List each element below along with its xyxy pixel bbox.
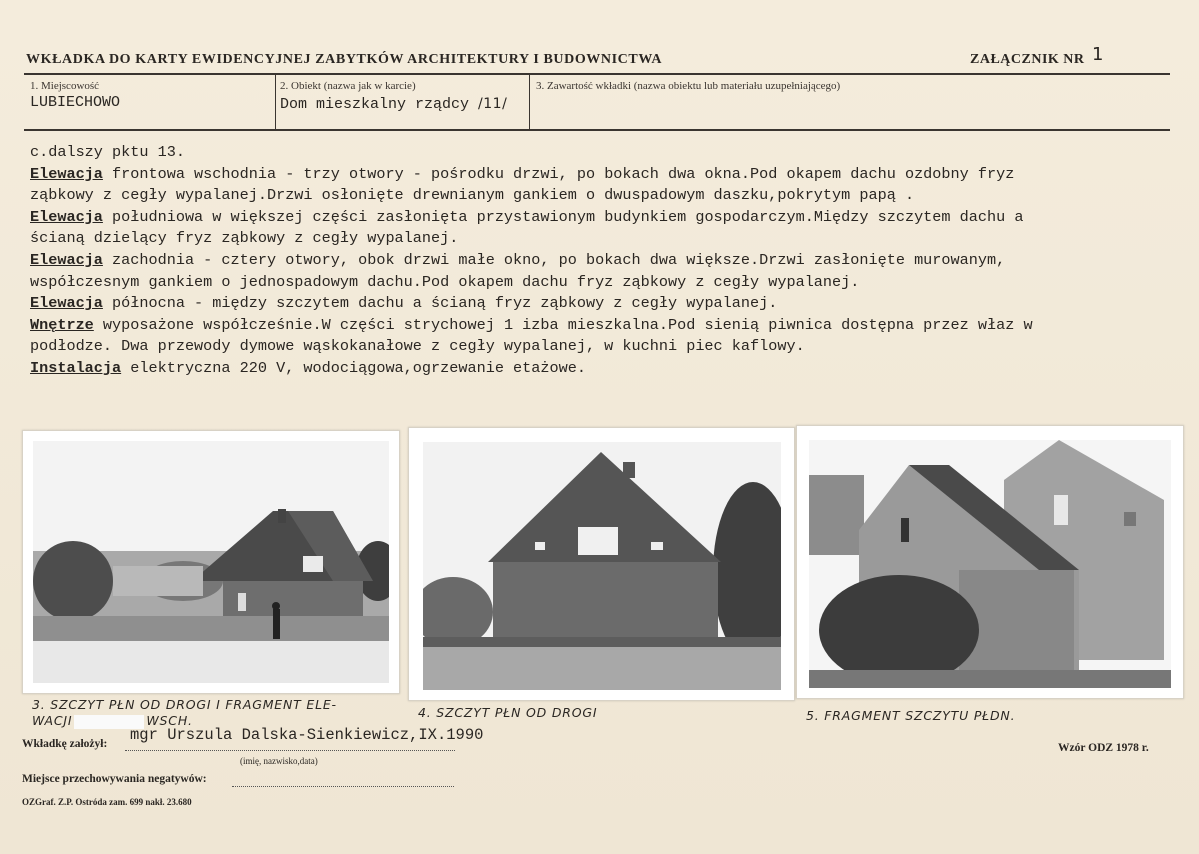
description-line xyxy=(30,207,1180,229)
section-heading: Elewacja xyxy=(30,250,103,269)
object-value xyxy=(280,96,507,113)
object-name: Dom mieszkalny rządcy xyxy=(280,96,470,113)
locality-value: LUBIECHOWO xyxy=(30,94,121,111)
description-fragment: zachodnia - cztery otwory, obok drzwi małe okno, po bokach dwa większe.Drzwi zasłonięte murowanym, xyxy=(102,250,1006,269)
description-fragment: północna - między szczytem dachu a ścianą fryz ząbkowy z cegły wypalanej. xyxy=(102,294,778,313)
description-line: c.dalszy pktu 13. xyxy=(30,143,185,161)
photo-3 xyxy=(22,430,400,694)
author-hint: (imię, nazwisko,data) xyxy=(240,756,318,766)
description-line xyxy=(30,358,1180,380)
model-info: Wzór ODZ 1978 r. xyxy=(1058,742,1149,754)
caption-photo-5: 5. FRAGMENT SZCZYTU PŁDN. xyxy=(806,708,1016,723)
attachment-number: 1 xyxy=(1092,44,1104,65)
photo-4-image xyxy=(423,442,781,690)
card-title: WKŁADKA DO KARTY EWIDENCYJNEJ ZABYTKÓW ARCHITEKTURY I BUDOWNICTWA xyxy=(26,52,663,67)
fields-bottom-rule xyxy=(24,129,1170,131)
section-heading: Elewacja xyxy=(30,294,103,313)
caption-fragment: WSCH. xyxy=(146,713,193,728)
photo-3-image xyxy=(33,441,389,683)
locality-label: 1. Miejscowość xyxy=(30,80,100,92)
description-line: ząbkowy z cegły wypalanej.Drzwi osłonięte drewnianym gankiem o dwuspadowym daszku,pokrytym papą . xyxy=(30,186,915,205)
photo-5 xyxy=(796,425,1184,699)
caption-photo-4: 4. SZCZYT PŁN OD DROGI xyxy=(418,705,598,720)
description-fragment: wyposażone współcześnie.W części strychowej 1 izba mieszkalna.Pod sienią piwnica dostępna przez właz w xyxy=(93,315,1033,334)
field-divider-2 xyxy=(529,75,530,129)
caption-fragment: WACJI xyxy=(32,713,73,728)
section-heading: Elewacja xyxy=(30,207,103,226)
content-label: 3. Zawartość wkładki (nazwa obiektu lub materiału uzupełniającego) xyxy=(536,80,841,92)
attachment-label: ZAŁĄCZNIK NR xyxy=(970,52,1085,67)
caption-photo-3 xyxy=(32,697,392,729)
header-rule xyxy=(24,73,1170,75)
description-line xyxy=(30,164,1180,186)
photo-5-image xyxy=(809,440,1171,688)
description-line: ścianą dzielący fryz ząbkowy z cegły wypalanej. xyxy=(30,229,459,248)
negatives-line xyxy=(232,786,454,787)
photo-4 xyxy=(408,427,795,701)
caption-line: 3. SZCZYT PŁN OD DROGI I FRAGMENT ELE- xyxy=(32,697,337,712)
description-line xyxy=(30,250,1180,272)
description-text xyxy=(30,142,1180,380)
object-label: 2. Obiekt (nazwa jak w karcie) xyxy=(280,80,416,92)
description-fragment: południowa w większej części zasłonięta przystawionym budynkiem gospodarczym.Między szczytem dachu a xyxy=(102,207,1024,226)
description-line xyxy=(30,315,1180,337)
description-fragment: elektryczna 220 V, wodociągowa,ogrzewanie etażowe. xyxy=(121,358,586,377)
description-line xyxy=(30,293,1180,315)
section-heading: Wnętrze xyxy=(30,315,94,334)
negatives-label: Miejsce przechowywania negatywów: xyxy=(22,773,207,785)
description-line: współczesnym gankiem o jednospadowym dachu.Pod okapem dachu fryz ząbkowy z cegły wypalanej. xyxy=(30,272,860,291)
description-line: podłodze. Dwa przewody dymowe wąskokanałowe z cegły wypalanej, w kuchni piec kaflowy. xyxy=(30,337,805,356)
author-value: mgr Urszula Dalska-Sienkiewicz,IX.1990 xyxy=(130,726,484,744)
created-by-label: Wkładkę założył: xyxy=(22,738,108,750)
field-divider-1 xyxy=(275,75,276,129)
printer-info: OZGraf. Z.P. Ostróda zam. 699 nakł. 23.680 xyxy=(22,797,192,807)
description-fragment: frontowa wschodnia - trzy otwory - pośrodku drzwi, po bokach dwa okna.Pod okapem dachu ozdobny fryz xyxy=(102,164,1015,183)
section-heading: Elewacja xyxy=(30,164,103,183)
object-number: /11/ xyxy=(478,96,508,112)
section-heading: Instalacja xyxy=(30,358,122,377)
created-by-line xyxy=(125,750,455,751)
